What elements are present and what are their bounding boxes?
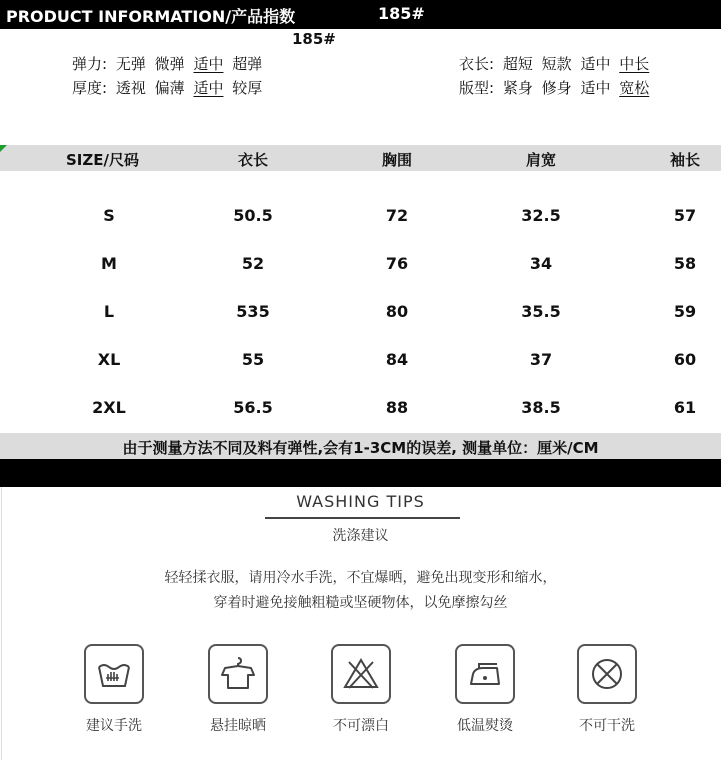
table-cell: M — [101, 254, 117, 273]
attr-option-selected: 宽松 — [619, 79, 650, 97]
divider-bar — [0, 459, 721, 487]
table-cell: 37 — [529, 350, 553, 369]
table-cell: 32.5 — [521, 206, 561, 225]
icon-label: 低温熨烫 — [457, 718, 513, 734]
attr-label: 弹力: — [72, 55, 108, 73]
product-code: 185# — [378, 4, 425, 23]
low-iron-icon — [455, 644, 515, 704]
table-row — [0, 288, 721, 336]
washing-instruction-1: 轻轻揉衣服，请用冷水手洗，不宜爆晒，避免出现变形和缩水， — [164, 570, 557, 586]
table-cell: 61 — [673, 398, 697, 417]
size-table-header — [0, 145, 721, 171]
attr-option: 紧身 — [502, 79, 533, 97]
table-cell: 38.5 — [521, 398, 561, 417]
attr-option: 超弹 — [232, 55, 263, 73]
product-code-secondary: 185# — [292, 30, 336, 48]
table-row — [0, 384, 721, 432]
icon-label: 不可干洗 — [579, 718, 635, 734]
washing-instruction-2: 穿着时避免接触粗糙或坚硬物体，以免摩擦勾丝 — [213, 595, 508, 611]
attr-fit — [459, 77, 651, 98]
table-cell: 59 — [673, 302, 697, 321]
measurement-note-band — [0, 433, 721, 459]
column-header-chest: 胸围 — [381, 151, 413, 169]
attr-option: 无弹 — [115, 55, 146, 73]
icon-label: 不可漂白 — [333, 718, 389, 734]
header-bar — [0, 0, 721, 29]
table-cell: 84 — [385, 350, 409, 369]
attr-option-selected: 中长 — [619, 55, 650, 73]
column-header-size: SIZE/尺码 — [66, 151, 139, 169]
table-cell: 88 — [385, 398, 409, 417]
attr-option: 适中 — [580, 55, 611, 73]
no-bleach-icon — [331, 644, 391, 704]
table-cell: L — [103, 302, 115, 321]
attr-option: 微弹 — [154, 55, 185, 73]
column-header-sleeve: 袖长 — [669, 151, 701, 169]
attr-option: 较厚 — [232, 79, 263, 97]
table-cell: 60 — [673, 350, 697, 369]
table-cell: 80 — [385, 302, 409, 321]
table-cell: S — [103, 206, 115, 225]
table-cell: 76 — [385, 254, 409, 273]
table-cell: 52 — [241, 254, 265, 273]
no-dry-clean-icon — [577, 644, 637, 704]
attr-option: 短款 — [541, 55, 572, 73]
attr-label: 衣长: — [459, 55, 495, 73]
table-cell: 72 — [385, 206, 409, 225]
washing-title-underline — [265, 517, 460, 519]
page-title: PRODUCT INFORMATION/产品指数 — [6, 7, 296, 26]
washing-subtitle: 洗涤建议 — [332, 528, 389, 544]
table-cell: 56.5 — [233, 398, 273, 417]
washing-title: WASHING TIPS — [296, 492, 425, 511]
icon-label: 悬挂晾晒 — [210, 718, 266, 734]
measurement-note: 由于测量方法不同及料有弹性,会有1-3CM的误差, 测量单位：厘米/CM — [122, 439, 599, 457]
corner-mark — [0, 145, 7, 152]
column-header-shoulder: 肩宽 — [525, 151, 557, 169]
table-cell: 57 — [673, 206, 697, 225]
table-cell: 35.5 — [521, 302, 561, 321]
table-row — [0, 240, 721, 288]
attr-length — [459, 53, 651, 74]
attr-option-selected: 适中 — [193, 79, 224, 97]
attr-option: 透视 — [115, 79, 146, 97]
table-cell: 2XL — [92, 398, 126, 417]
table-cell: 50.5 — [233, 206, 273, 225]
icon-label: 建议手洗 — [86, 718, 142, 734]
table-cell: 58 — [673, 254, 697, 273]
table-cell: 55 — [241, 350, 265, 369]
hand-wash-icon — [84, 644, 144, 704]
attr-label: 厚度: — [72, 79, 108, 97]
attr-option: 偏薄 — [154, 79, 185, 97]
column-header-length: 衣长 — [237, 151, 269, 169]
attr-option: 修身 — [541, 79, 572, 97]
attr-option-selected: 适中 — [193, 55, 224, 73]
table-cell: XL — [97, 350, 121, 369]
table-row — [0, 192, 721, 240]
hang-dry-icon — [208, 644, 268, 704]
table-cell: 34 — [529, 254, 553, 273]
attr-option: 适中 — [580, 79, 611, 97]
table-cell: 535 — [236, 302, 270, 321]
attr-thickness — [72, 77, 264, 98]
attr-label: 版型: — [459, 79, 495, 97]
attr-option: 超短 — [502, 55, 533, 73]
table-row — [0, 336, 721, 384]
attr-elasticity — [72, 53, 264, 74]
